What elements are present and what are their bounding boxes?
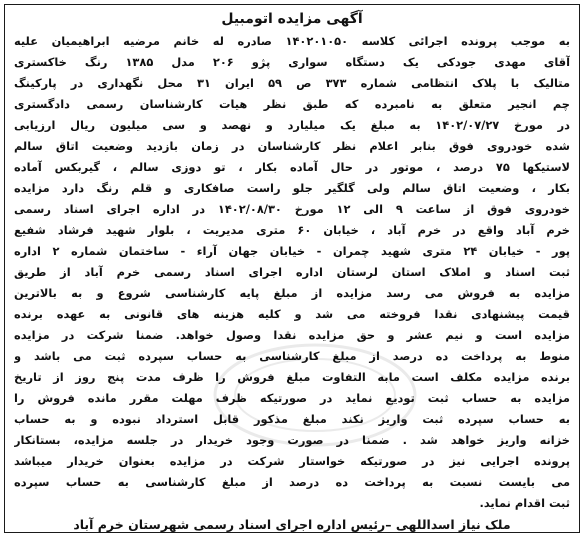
notice-line: چم انجیر متعلق به نامبرده که طبق نظر هیات کارشناسان رسمی دادگستری [14,97,570,111]
notice-line: قیمت پیشنهادی نقدا فروخته می شد و کلیه هزینه های قانونی به عهده برنده [14,307,570,321]
notice-line: لاستیکها ۷۵ درصد ، موتور در حال آماده بکار ، تو دوزی سالم ، گیربکس آماده [14,160,570,174]
notice-line: می بایست نسبت به پرداخت ده درصد از مبلغ کارشناسی به حساب سپرده [14,475,570,489]
notice-line: پرونده اجرایی نیز در صورتیکه خواستار شرکت در مزایده بعنوان خریدار میباشد [14,454,570,468]
notice-line: منوط به پرداخت ده درصد از مبلغ کارشناسی به حساب سپرده ثبت می باشد و [14,349,570,363]
notice-signature: ملک نیاز اسداللهی –رئیس اداره اجرای اسناد رسمی شهرستان خرم آباد [73,517,511,532]
notice-line: به حساب سپرده ثبت واریز نکند مبلغ مذکور قابل استرداد نبوده و به حساب [14,412,570,426]
notice-body [14,31,570,514]
notice-line: آقای مهدی جودکی یک دستگاه سواری پژو ۲۰۶ مدل ۱۳۸۵ رنگ خاکستری [14,55,570,69]
notice-title: آگهی مزایده اتومبیل [221,11,363,27]
notice-line: ثبت اسناد و املاک استان لرستان اداره اجرای اسناد رسمی خرم آباد از طریق [14,265,570,279]
notice-line: ثبت اقدام نماید. [479,496,570,510]
auction-notice [4,4,580,533]
notice-line: به موجب پرونده اجرائی کلاسه ۱۴۰۲۰۱۰۵۰ صادره له خانم مرضیه ابراهیمیان علیه [14,34,570,48]
notice-line: در مورخ ۱۴۰۲/۰۷/۲۷ به مبلغ یک میلیارد و نهصد و سی میلیون ریال ارزیابی [14,118,570,132]
notice-line: خزانه واریز خواهد شد . ضمنا در صورت وجود خریدار در جلسه مزایده، بستانکار [14,433,570,447]
notice-line: پور - خیابان ۲۴ متری شهید چمران - خیابان جهان آراء - ساختمان شماره ۲ اداره [14,244,570,258]
notice-line: بکار ، وضعیت اتاق سالم ولی گلگیر جلو راست صافکاری و قلم رنگ دارد مزایده [14,181,570,195]
notice-line: مزایده به فروش می رسد مزایده از مبلغ پایه کارشناسی شروع و به بالاترین [14,286,570,300]
notice-line: خودروی فوق از ساعت ۹ الی ۱۲ مورخ ۱۴۰۲/۰۸/۳۰ در اداره اجرای اسناد رسمی [14,202,570,216]
notice-line: متالیک با پلاک انتظامی شماره ۳۷۳ ص ۵۹ ایران ۳۱ محل نگهداری در پارکینگ [14,76,570,90]
notice-line: خرم آباد واقع در خرم آباد ، خیابان ۶۰ متری مدیریت ، بلوار شهید فرشاد شفیع [14,223,570,237]
notice-line: شده خودروی فوق بنابر اعلام نظر کارشناسان در زمان بازدید وضعیت اتاق سالم [14,139,570,153]
notice-line: برنده مزایده مکلف است مابه التفاوت مبلغ فروش را ظرف مدت پنج روز از تاریخ [14,370,570,384]
notice-line: مزایده به حساب ثبت تودیع نماید در صورتیکه ظرف مهلت مقرر مانده فروش را [14,391,570,405]
notice-line: مزایده است و نیم عشر و حق مزایده نقدا وصول خواهد. ضمنا شرکت در مزایده [14,328,570,342]
